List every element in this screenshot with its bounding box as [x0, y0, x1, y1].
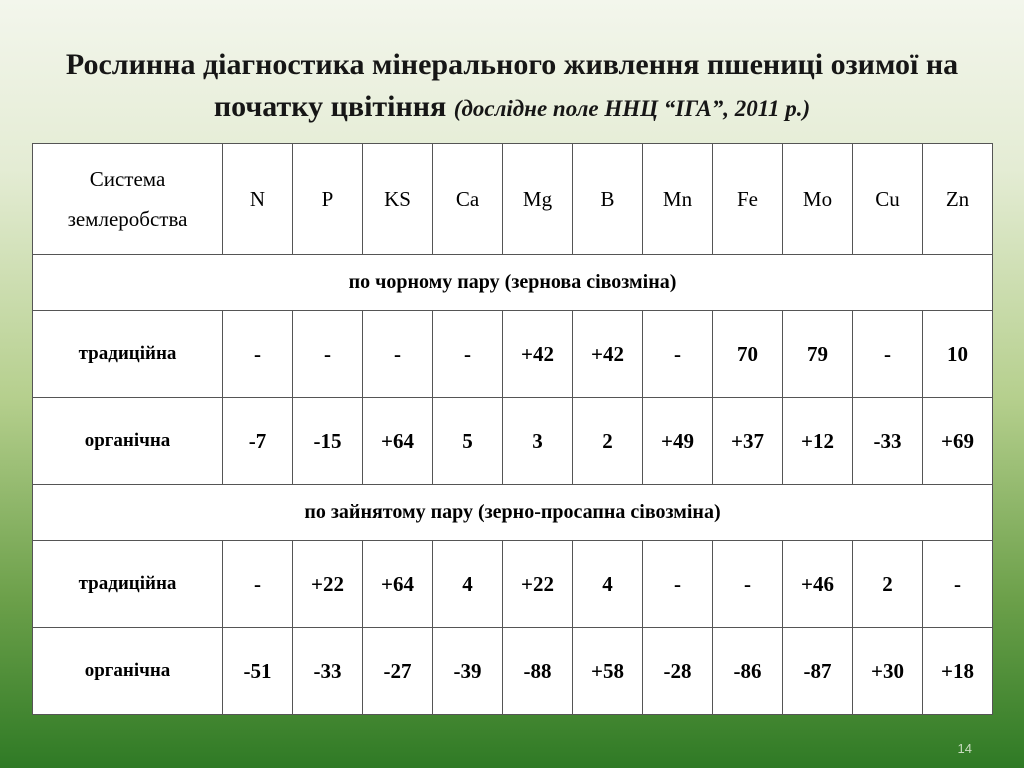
page-number: 14 — [957, 741, 972, 756]
row-label: традиційна — [33, 541, 223, 628]
section-row — [33, 255, 993, 311]
column-header: Fe — [713, 144, 783, 255]
table-cell: +64 — [363, 398, 433, 485]
table-row — [33, 311, 993, 398]
table-cell: - — [223, 311, 293, 398]
table-cell: -88 — [503, 628, 573, 715]
table-cell: -15 — [293, 398, 363, 485]
table-cell: +42 — [573, 311, 643, 398]
column-header: KS — [363, 144, 433, 255]
table-cell: -33 — [293, 628, 363, 715]
table-cell: -86 — [713, 628, 783, 715]
nutrition-table — [32, 143, 993, 715]
table-cell: -27 — [363, 628, 433, 715]
table-cell: - — [223, 541, 293, 628]
table-cell: +42 — [503, 311, 573, 398]
table-cell: +49 — [643, 398, 713, 485]
table-row — [33, 628, 993, 715]
table-cell: - — [853, 311, 923, 398]
section-row — [33, 485, 993, 541]
table-cell: -7 — [223, 398, 293, 485]
column-header: N — [223, 144, 293, 255]
header-system-line2: землеробства — [67, 207, 188, 231]
table-cell: - — [643, 541, 713, 628]
table-cell: 4 — [573, 541, 643, 628]
table-cell: -28 — [643, 628, 713, 715]
table-cell: +58 — [573, 628, 643, 715]
header-system-line1: Система — [89, 167, 166, 191]
table-cell: +37 — [713, 398, 783, 485]
column-header: Mg — [503, 144, 573, 255]
slide-title-subtitle: (дослідне поле ННЦ “ІГА”, 2011 р.) — [453, 96, 811, 121]
column-header: P — [293, 144, 363, 255]
table-cell: +69 — [923, 398, 993, 485]
column-header: B — [573, 144, 643, 255]
row-label: традиційна — [33, 311, 223, 398]
table-cell: 2 — [573, 398, 643, 485]
row-label: органічна — [33, 628, 223, 715]
table-cell: 5 — [433, 398, 503, 485]
header-system-cell — [33, 144, 223, 255]
section-title: по чорному пару (зернова сівозміна) — [33, 255, 993, 311]
table-cell: 79 — [783, 311, 853, 398]
table-cell: - — [643, 311, 713, 398]
table-cell: 2 — [853, 541, 923, 628]
slide-title — [40, 44, 984, 130]
table-cell: 70 — [713, 311, 783, 398]
table-cell: - — [713, 541, 783, 628]
table-cell: 4 — [433, 541, 503, 628]
row-label: органічна — [33, 398, 223, 485]
table-cell: +64 — [363, 541, 433, 628]
table-cell: +46 — [783, 541, 853, 628]
table-cell: +30 — [853, 628, 923, 715]
table-cell: 3 — [503, 398, 573, 485]
table-cell: -51 — [223, 628, 293, 715]
table-cell: +22 — [503, 541, 573, 628]
column-header: Ca — [433, 144, 503, 255]
column-header: Mo — [783, 144, 853, 255]
table-header-row — [33, 144, 993, 255]
column-header: Mn — [643, 144, 713, 255]
table-cell: - — [293, 311, 363, 398]
table-row — [33, 398, 993, 485]
table-cell: -33 — [853, 398, 923, 485]
column-header: Cu — [853, 144, 923, 255]
table-cell: -87 — [783, 628, 853, 715]
table-cell: -39 — [433, 628, 503, 715]
table-cell: +22 — [293, 541, 363, 628]
table-cell: - — [433, 311, 503, 398]
table-row — [33, 541, 993, 628]
section-title: по зайнятому пару (зерно-просапна сівозміна) — [33, 485, 993, 541]
table-cell: +18 — [923, 628, 993, 715]
table-cell: +12 — [783, 398, 853, 485]
table-cell: - — [923, 541, 993, 628]
slide-title-main: Рослинна діагностика мінерального живлення пшениці озимої на початку цвітіння — [65, 48, 959, 123]
table-cell: 10 — [923, 311, 993, 398]
column-header: Zn — [923, 144, 993, 255]
table-cell: - — [363, 311, 433, 398]
